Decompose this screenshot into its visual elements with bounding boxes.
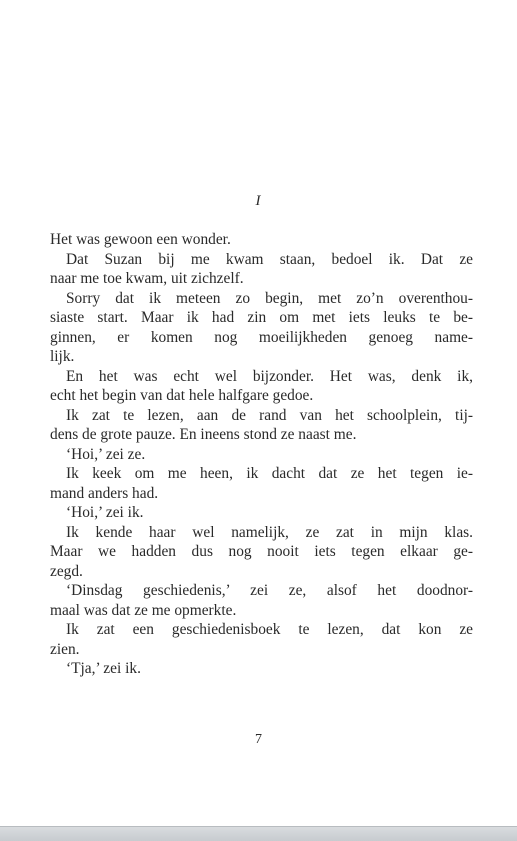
- text-line: Ik keek om me heen, ik dacht dat ze het tegen ie-: [66, 465, 473, 482]
- text-line: Dat Suzan bij me kwam staan, bedoel ik. Dat ze: [66, 250, 473, 268]
- text-line: Ik zat een geschiedenisboek te lezen, dat kon ze: [66, 621, 473, 638]
- text-line: maal was dat ze me opmerkte.: [50, 601, 237, 619]
- text-line: Het was gewoon een wonder.: [50, 231, 231, 248]
- text-line: En het was echt wel bijzonder. Het was, denk ik,: [66, 367, 473, 385]
- text-line: Ik zat te lezen, aan de rand van het schoolplein, tij-: [66, 406, 473, 424]
- text-line: lijk.: [50, 348, 75, 365]
- text-line: mand anders had.: [50, 484, 159, 502]
- text-line: Maar we hadden dus nog nooit iets tegen elkaar ge-: [50, 543, 473, 560]
- text-line: naar me toe kwam, uit zichzelf.: [50, 270, 244, 287]
- text-line: echt het begin van dat hele halfgare gedoe.: [50, 387, 314, 404]
- viewer-bottom-edge: [0, 826, 517, 841]
- text-line: zegd.: [50, 562, 83, 580]
- text-line: ‘Dinsdag geschiedenis,’ zei ze, alsof het doodnor-: [66, 582, 473, 599]
- text-line: Ik kende haar wel namelijk, ze zat in mijn klas.: [66, 523, 473, 541]
- text-line: siaste start. Maar ik had zin om met iets leuks te be-: [50, 309, 473, 326]
- text-line: ‘Hoi,’ zei ze.: [66, 445, 146, 463]
- page-number: 7: [255, 732, 262, 747]
- chapter-number: I: [255, 193, 262, 209]
- text-line: Sorry dat ik meteen zo begin, met zo’n overenthou-: [66, 289, 473, 307]
- text-line: ‘Hoi,’ zei ik.: [66, 504, 144, 521]
- text-line: dens de grote pauze. En ineens stond ze naast me.: [50, 426, 357, 443]
- body-text: [50, 230, 473, 679]
- text-line: ‘Tja,’ zei ik.: [66, 660, 141, 677]
- text-line: ginnen, er komen nog moeilijkheden genoeg name-: [50, 328, 473, 346]
- text-line: zien.: [50, 640, 80, 658]
